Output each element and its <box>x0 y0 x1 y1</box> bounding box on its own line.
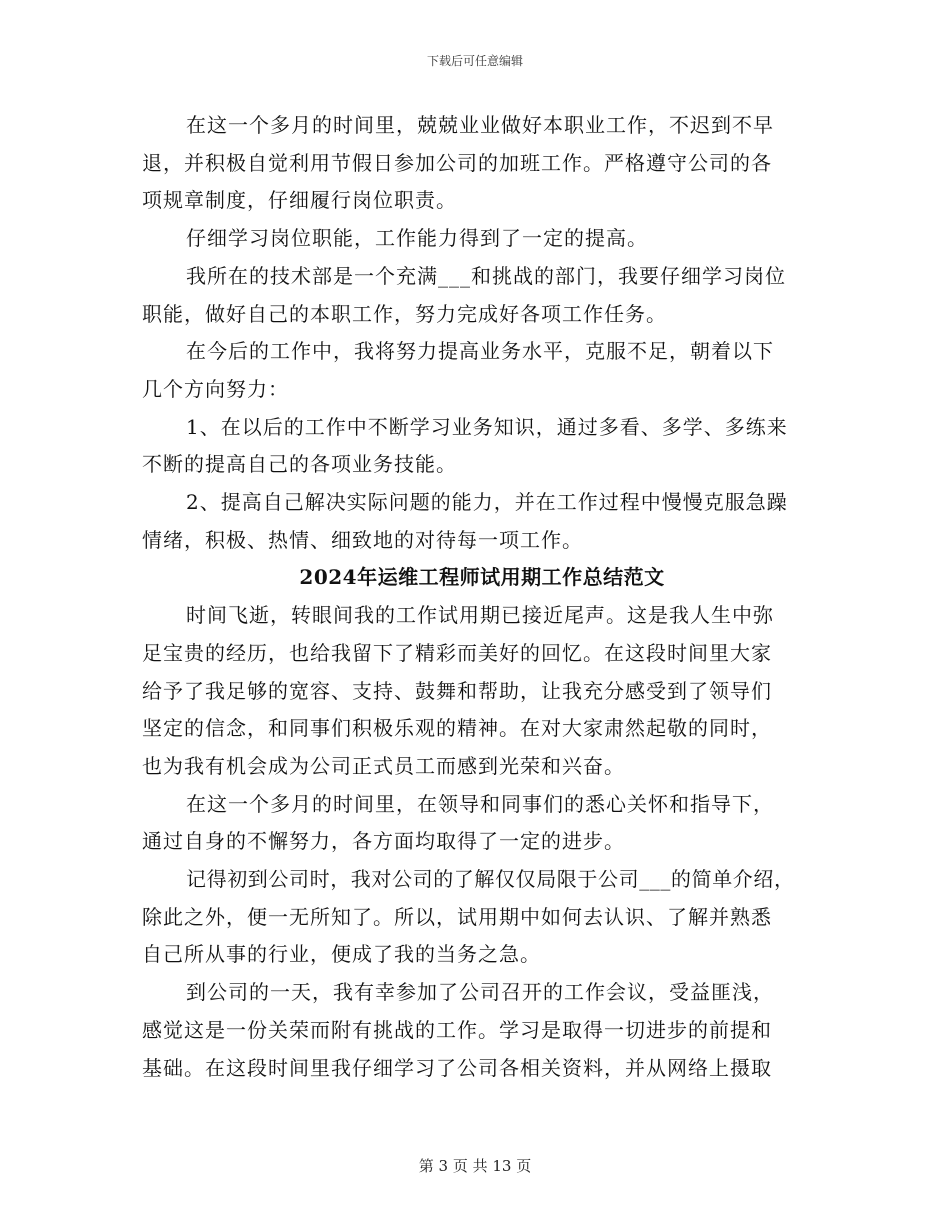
text-line: 给予了我足够的宽容、支持、鼓舞和帮助，让我充分感受到了领导们 <box>142 678 772 703</box>
text-line: 足宝贵的经历，也给我留下了精彩而美好的回忆。在这段时间里大家 <box>142 640 772 665</box>
text-line: 通过自身的不懈努力，各方面均取得了一定的进步。 <box>142 829 625 854</box>
text-line: 2、提高自己解决实际问题的能力，并在工作过程中慢慢克服急躁 <box>186 490 788 515</box>
text-line: 几个方向努力： <box>142 376 289 401</box>
text-line: 不断的提高自己的各项业务技能。 <box>142 452 457 477</box>
section-title: 2024年运维工程师试用期工作总结范文 <box>299 565 665 590</box>
text-line: 感觉这是一份关荣而附有挑战的工作。学习是取得一切进步的前提和 <box>142 1017 772 1042</box>
text-line: 在这一个多月的时间里，在领导和同事们的悉心关怀和指导下， <box>186 791 774 816</box>
text-line: 在这一个多月的时间里，兢兢业业做好本职业工作，不迟到不早 <box>186 113 774 137</box>
paragraph <box>142 409 822 484</box>
text-line: 项规章制度，仔细履行岗位职责。 <box>142 188 457 213</box>
paragraph <box>142 484 822 559</box>
text-line: 退，并积极自觉利用节假日参加公司的加班工作。严格遵守公司的各 <box>142 150 772 175</box>
text-line: 时间飞逝，转眼间我的工作试用期已接近尾声。这是我人生中弥 <box>186 603 774 628</box>
text-line: 记得初到公司时，我对公司的了解仅仅局限于公司___的简单介绍， <box>186 867 795 892</box>
text-line: 也为我有机会成为公司正式员工而感到光荣和兴奋。 <box>142 753 625 778</box>
text-line: 情绪，积极、热情、细致地的对待每一项工作。 <box>142 527 583 552</box>
paragraph <box>142 220 822 258</box>
text-line: 仔细学习岗位职能，工作能力得到了一定的提高。 <box>186 226 648 251</box>
text-line: 1、在以后的工作中不断学习业务知识，通过多看、多学、多练来 <box>186 414 788 439</box>
text-line: 自己所从事的行业，便成了我的当务之急。 <box>142 942 541 967</box>
text-line: 基础。在这段时间里我仔细学习了公司各相关资料，并从网络上摄取 <box>142 1055 772 1080</box>
paragraph <box>142 333 822 408</box>
text-line: 在今后的工作中，我将努力提高业务水平，克服不足，朝着以下 <box>186 339 774 364</box>
paragraph <box>142 258 822 333</box>
page-header: 下载后可任意编辑 <box>426 54 523 68</box>
text-line: 到公司的一天，我有幸参加了公司召开的工作会议，受益匪浅， <box>186 980 774 1005</box>
paragraph <box>142 786 822 861</box>
text-line: 除此之外，便一无所知了。所以，试用期中如何去认识、了解并熟悉 <box>142 904 772 929</box>
text-line: 坚定的信念，和同事们积极乐观的精神。在对大家肃然起敬的同时， <box>142 716 772 741</box>
text-line: 职能，做好自己的本职工作，努力完成好各项工作任务。 <box>142 301 667 326</box>
page-footer: 第 3 页 共 13 页 <box>418 1157 532 1175</box>
paragraph <box>142 107 822 220</box>
paragraph <box>142 597 822 786</box>
paragraph <box>142 974 822 1087</box>
text-line: 我所在的技术部是一个充满___和挑战的部门，我要仔细学习岗位 <box>186 263 786 288</box>
paragraph <box>142 861 822 974</box>
document-body <box>142 107 822 1087</box>
